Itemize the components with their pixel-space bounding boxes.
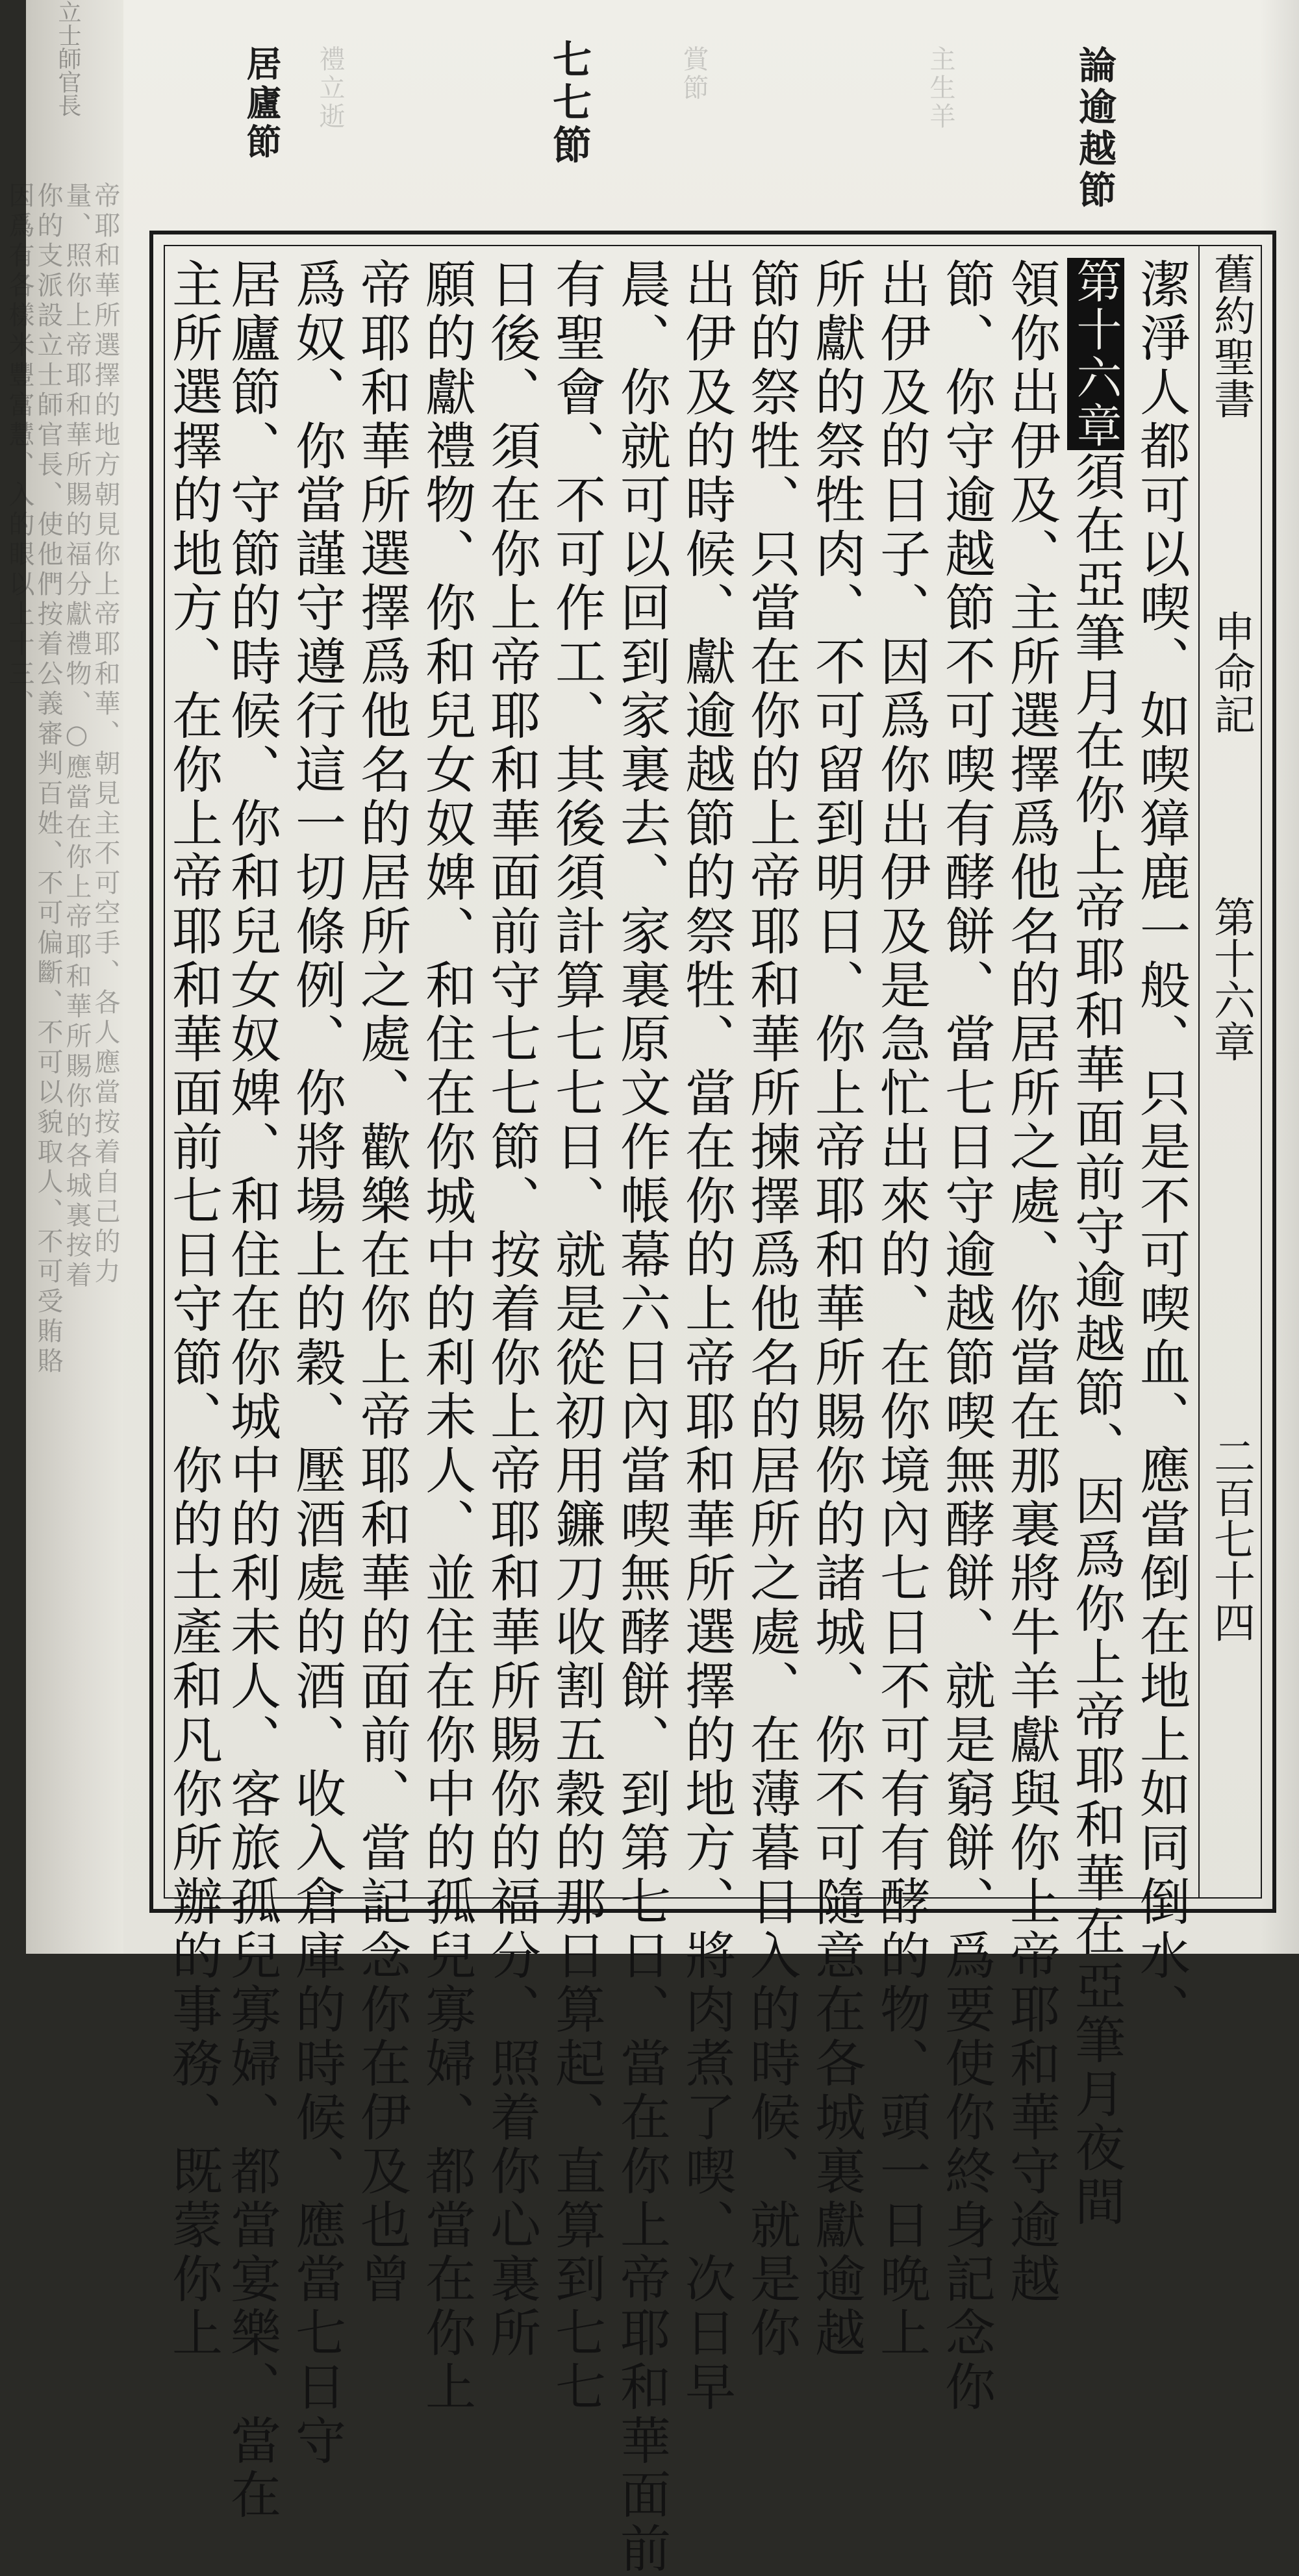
text-column: 節的祭牲、只當在你的上帝耶和華所揀擇爲他名的居所之處、在薄暮日入的時候、就是你 [742,258,800,2360]
text-column: 晨、你就可以回到家裏去、家裏原文作帳幕六日內當喫無酵餅、到第七日、當在你上帝耶和華面前 [612,258,670,2576]
marginal-heading-passover: 論逾越節 [1072,45,1116,212]
marginal-heading-booths: 居廬節 [241,45,283,162]
running-header [1198,246,1261,1897]
book-title: 舊約聖書 [1207,253,1255,419]
text-column: 有聖會、不可作工、其後須計算七七日、就是從初用鐮刀收割五穀的那日算起、直算到七七 [547,258,605,2414]
show-through-text: 主生羊 [926,45,955,131]
page-number: 二百七十四 [1207,1435,1255,1643]
marginal-heading-weeks: 七七節 [546,39,592,168]
text-column: 出伊及的日子、因爲你出伊及是急忙出來的、在你境內七日不可有有酵的物、頭一日晚上 [872,258,930,2360]
text-columns [160,258,1193,2576]
text-column: 帝耶和華所選擇爲他名的居所之處、歡樂在你上帝耶和華的面前、當記念你在伊及也曾 [352,258,410,2306]
text-column: 潔淨人都可以喫、如喫獐鹿一般、只是不可喫血、應當倒在地上如同倒水、 [1131,258,1190,2037]
facing-page-column: 你的支派設立士師官長、使他們按着公義審判百姓、不可偏斷、不可以貌取人、不可受賄賂 [33,182,63,1377]
facing-page-marginalia: 立士師官長 [55,0,81,117]
text-column: 主所選擇的地方、在你上帝耶和華面前七日守節、你的土產和凡你所辦的事務、既蒙你上 [164,258,222,2360]
page-edge-shadow [1260,0,1299,1954]
book-part: 申命記 [1207,610,1255,735]
text-column: 所獻的祭牲肉、不可留到明日、你上帝耶和華所賜你的諸城、你不可隨意在各城裏獻逾越 [807,258,865,2360]
text-column: 居廬節、守節的時候、你和兒女奴婢、和住在你城中的利未人、客旅孤兒寡婦、都當宴樂、當在 [222,258,281,2522]
chapter-marker: 第十六章 [1067,258,1124,450]
show-through-text: 賞節 [679,45,709,103]
text-column: 出伊及的時候、獻逾越節的祭牲、當在你的上帝耶和華所選擇的地方、將肉煮了喫、次日早 [677,258,735,2414]
text-column: 節、你守逾越節不可喫有酵餅、當七日守逾越節喫無酵餅、就是窮餅、爲要使你終身記念你 [937,258,995,2414]
chapter-label: 第十六章 [1207,896,1255,1062]
text-column: 日後、須在你上帝耶和華面前守七七節、按着你上帝耶和華所賜你的福分、照着你心裏所 [482,258,540,2360]
facing-page-gutter [5,0,123,1954]
text-frame [149,231,1276,2576]
facing-page-column: 因爲有各樣米豐富慧、入的眼以上十三、 [5,182,34,720]
text-column: 爲奴、你當謹守遵行這一切條例、你將場上的穀、壓酒處的酒、收入倉庫的時候、應當七日守 [287,258,346,2468]
text-column: 願的獻禮物、你和兒女奴婢、和住在你城中的利未人、並住在你中的孤兒寡婦、都當在你上 [417,258,475,2414]
show-through-text: 禮立逝 [315,45,345,131]
text-column [1063,258,1128,2229]
facing-page-column: 帝耶和華所選擇的地方朝見你上帝耶和華、朝見主不可空手、各人應當按着自己的力 [90,182,120,1287]
facing-page-column: 量、照你上帝耶和華所賜的福分獻禮物、○應當在你上帝耶和華所賜你的各城裏按着 [62,182,92,1291]
book-page [5,0,1299,2576]
text-frame-inner [164,245,1262,2576]
text-column-body: 須在亞筆月在你上帝耶和華面前守逾越節、因爲你上帝耶和華在亞筆月夜間 [1066,450,1125,2229]
text-column: 領你出伊及、主所選擇爲他名的居所之處、你當在那裏將牛羊獻與你上帝耶和華守逾越 [1002,258,1060,2306]
